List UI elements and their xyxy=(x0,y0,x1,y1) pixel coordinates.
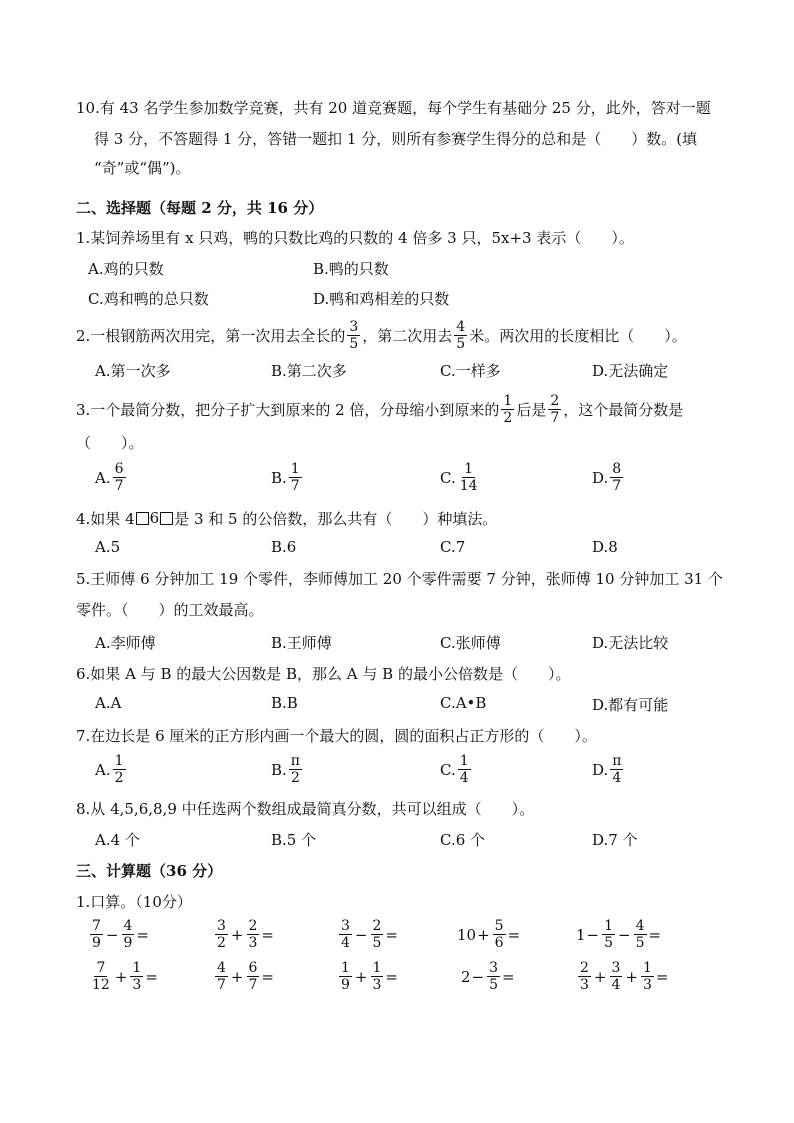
calc-expression-3: $\frac{3}{4}$ − $\frac{2}{5}$ = xyxy=(341,918,398,951)
q3-option-a: A. $\frac{6}{7}$ xyxy=(95,461,124,494)
q6-option-c: C.A•B xyxy=(440,694,487,712)
q4-option-b: B.6 xyxy=(271,538,297,556)
q2-option-b: B.第二次多 xyxy=(271,362,347,380)
q1-option-a: A.鸡的只数 xyxy=(88,260,164,278)
q7-text: 7.在边长是 6 厘米的正方形内画一个最大的圆，圆的面积占正方形的（ ）。 xyxy=(76,727,597,745)
q2-fraction-2: $\frac{4}{5}$ xyxy=(456,318,466,352)
q5-line2: 零件。（ ）的工效最高。 xyxy=(76,601,264,619)
blank-box-icon xyxy=(136,512,149,525)
section3-title: 三、计算题（36 分） xyxy=(76,862,223,880)
q3-option-b: B. $\frac{1}{7}$ xyxy=(271,461,300,494)
q2-text xyxy=(76,318,687,352)
q1-text: 1.某饲养场里有 x 只鸡，鸭的只数比鸡的只数的 4 倍多 3 只，5x+3 表示（ ）。 xyxy=(76,229,634,247)
q5-option-c: C.张师傅 xyxy=(440,634,501,652)
q7-option-d: D. $\frac{\pi}{4}$ xyxy=(592,753,622,786)
q10-line3: “奇”或“偶”)。 xyxy=(94,159,191,177)
calc-expression-7: $\frac{4}{7}$ + $\frac{6}{7}$ = xyxy=(217,960,274,993)
q7-option-c: C. $\frac{1}{4}$ xyxy=(440,753,469,786)
calc-expression-1: $\frac{7}{9}$ − $\frac{4}{9}$ = xyxy=(92,918,149,951)
q4-text: 4.如果 4 6 是 3 和 5 的公倍数，那么共有（ ）种填法。 xyxy=(76,509,498,528)
q2-pre: 2.一根钢筋两次用完，第一次用去全长的 xyxy=(76,326,346,345)
q3-option-d: D. $\frac{8}{7}$ xyxy=(592,461,622,494)
q7-option-b: B. $\frac{\pi}{2}$ xyxy=(271,753,300,786)
q2-post: 米。两次用的长度相比（ ）。 xyxy=(469,326,687,345)
q8-option-d: D.7 个 xyxy=(592,831,638,849)
q4-option-a: A.5 xyxy=(95,538,121,556)
q3-post: ，这个最简分数是 xyxy=(563,400,684,419)
q5-option-b: B.王师傅 xyxy=(271,634,332,652)
q3-pre: 3.一个最简分数，把分子扩大到原来的 2 倍，分母缩小到原来的 xyxy=(76,400,500,419)
q8-option-a: A.4 个 xyxy=(95,831,140,849)
q5-option-a: A.李师傅 xyxy=(95,634,156,652)
q3-mid: 后是 xyxy=(516,400,547,419)
q6-option-d: D.都有可能 xyxy=(592,696,669,714)
q3-text xyxy=(76,391,683,427)
q2-option-a: A.第一次多 xyxy=(95,362,171,380)
q2-fraction-1: $\frac{3}{5}$ xyxy=(349,318,359,352)
q1-option-c: C.鸡和鸭的总只数 xyxy=(88,290,209,308)
calc-expression-6: $\frac{7}{12}$ + $\frac{1}{3}$ = xyxy=(92,960,158,993)
q6-option-b: B.B xyxy=(271,694,298,712)
calc-expression-4: 10 + $\frac{5}{6}$ = xyxy=(457,918,521,951)
blank-box-icon xyxy=(160,512,173,525)
q2-mid: ，第二次用去 xyxy=(362,326,453,345)
q3-fraction-1: $\frac{1}{2}$ xyxy=(503,392,513,426)
q6-text: 6.如果 A 与 B 的最大公因数是 B，那么 A 与 B 的最小公倍数是（ ）。 xyxy=(76,665,571,683)
q3-option-c: C. $\frac{1}{14}$ xyxy=(440,461,478,494)
section2-title: 二、选择题（每题 2 分，共 16 分） xyxy=(76,199,324,217)
q10-line1: 10.有 43 名学生参加数学竞赛，共有 20 道竞赛题，每个学生有基础分 25 分，此外，答对一题 xyxy=(76,99,711,117)
calc-expression-5: 1 − $\frac{1}{5}$ − $\frac{4}{5}$ = xyxy=(576,918,662,951)
q8-option-b: B.5 个 xyxy=(271,831,317,849)
q2-option-c: C.一样多 xyxy=(440,362,501,380)
q4-option-c: C.7 xyxy=(440,538,466,556)
q1-option-d: D.鸭和鸡相差的只数 xyxy=(313,290,450,308)
q4-option-d: D.8 xyxy=(592,538,618,556)
q1-option-b: B.鸭的只数 xyxy=(313,260,389,278)
q7-option-a: A. $\frac{1}{2}$ xyxy=(95,753,124,786)
calc-expression-2: $\frac{3}{2}$ + $\frac{2}{3}$ = xyxy=(217,918,274,951)
calc-q1-heading: 1.口算。（10分） xyxy=(76,893,192,911)
calc-expression-9: 2 − $\frac{3}{5}$ = xyxy=(461,960,515,993)
q6-option-a: A.A xyxy=(95,694,122,712)
calc-expression-8: $\frac{1}{9}$ + $\frac{1}{3}$ = xyxy=(341,960,398,993)
calc-expression-10: $\frac{2}{3}$ + $\frac{3}{4}$ + $\frac{1}{3}$ = xyxy=(580,960,669,993)
q3-line2: （ ）。 xyxy=(76,434,144,452)
q3-fraction-2: $\frac{2}{7}$ xyxy=(550,392,560,426)
q5-option-d: D.无法比较 xyxy=(592,634,669,652)
q10-line2: 得 3 分，不答题得 1 分，答错一题扣 1 分，则所有参赛学生得分的总和是（ ）数。(填 xyxy=(94,130,698,148)
q5-line1: 5.王师傅 6 分钟加工 19 个零件，李师傅加工 20 个零件需要 7 分钟，张师傅 10 分钟加工 31 个 xyxy=(76,570,723,588)
q8-text: 8.从 4,5,6,8,9 中任选两个数组成最简真分数，共可以组成（ ）。 xyxy=(76,800,535,818)
q8-option-c: C.6 个 xyxy=(440,831,486,849)
q2-option-d: D.无法确定 xyxy=(592,362,669,380)
